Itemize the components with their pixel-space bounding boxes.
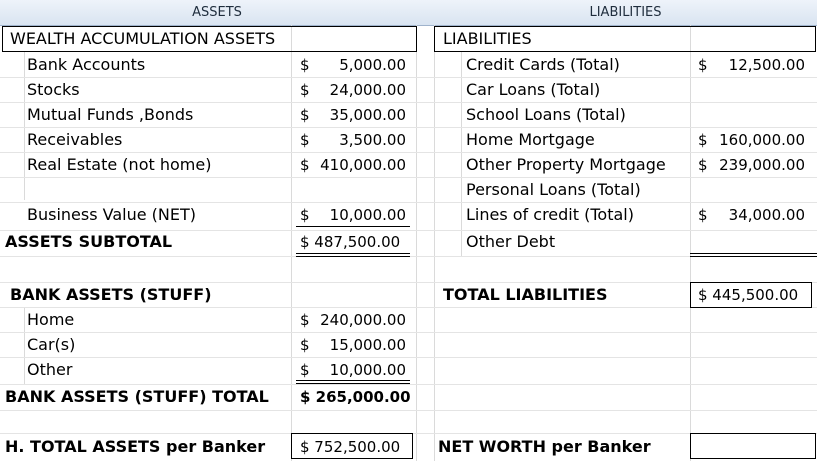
bank-assets-title: BANK ASSETS (STUFF) xyxy=(10,285,212,304)
grid-line xyxy=(0,177,817,178)
grid-line xyxy=(0,410,817,411)
liabilities-section-title: LIABILITIES xyxy=(443,29,532,48)
assets-subtotal-label: ASSETS SUBTOTAL xyxy=(5,232,173,251)
asset-label: Stocks xyxy=(27,80,80,99)
liability-label: School Loans (Total) xyxy=(466,105,626,124)
bank-assets-total-value: $ 265,000.00 xyxy=(300,388,411,406)
currency-symbol: $ xyxy=(698,56,708,74)
grid-line xyxy=(434,25,435,461)
liability-label: Credit Cards (Total) xyxy=(466,55,620,74)
currency-symbol: $ xyxy=(300,206,310,224)
liability-label: Home Mortgage xyxy=(466,130,595,149)
column-header-assets[interactable]: ASSETS xyxy=(0,0,435,26)
currency-symbol: $ xyxy=(300,311,310,329)
asset-amount-value: 24,000.00 xyxy=(329,81,406,99)
liability-amount-value: 160,000.00 xyxy=(719,131,805,149)
liability-label: Other Debt xyxy=(466,232,556,251)
grid-line xyxy=(0,127,817,128)
currency-symbol: $ xyxy=(698,206,708,224)
liability-label: Car Loans (Total) xyxy=(466,80,601,99)
asset-amount-value: 410,000.00 xyxy=(320,156,406,174)
asset-label: Mutual Funds ,Bonds xyxy=(27,105,194,124)
grid-line xyxy=(690,25,691,461)
underline xyxy=(296,226,410,227)
grid-line xyxy=(416,25,417,461)
bank-asset-amount-value: 240,000.00 xyxy=(320,311,406,329)
asset-amount-value: 5,000.00 xyxy=(339,56,406,74)
currency-symbol: $ xyxy=(698,156,708,174)
currency-symbol: $ xyxy=(300,336,310,354)
liability-label: Personal Loans (Total) xyxy=(466,180,641,199)
currency-symbol: $ xyxy=(300,106,310,124)
double-underline xyxy=(296,380,410,384)
grid-line xyxy=(291,25,292,461)
currency-symbol: $ xyxy=(300,131,310,149)
liability-amount-value: 239,000.00 xyxy=(719,156,805,174)
asset-label: Real Estate (not home) xyxy=(27,155,212,174)
bank-assets-total-label: BANK ASSETS (STUFF) TOTAL xyxy=(5,387,269,406)
grid-line xyxy=(24,307,25,384)
net-worth-box[interactable] xyxy=(690,433,816,459)
currency-symbol: $ xyxy=(300,81,310,99)
grid-line xyxy=(461,52,462,257)
grid-line xyxy=(0,357,817,358)
bank-asset-label: Other xyxy=(27,360,73,379)
bank-asset-label: Home xyxy=(27,310,75,329)
bank-asset-label: Car(s) xyxy=(27,335,76,354)
currency-symbol: $ xyxy=(300,56,310,74)
currency-symbol: $ xyxy=(698,131,708,149)
currency-symbol: $ xyxy=(300,156,310,174)
asset-amount-value: 10,000.00 xyxy=(329,206,406,224)
grid-line xyxy=(0,332,817,333)
column-header-liabilities[interactable]: LIABILITIES xyxy=(434,0,817,26)
bank-asset-amount-value: 10,000.00 xyxy=(329,361,406,379)
liability-amount-value: 34,000.00 xyxy=(728,206,805,224)
double-underline xyxy=(296,253,410,257)
assets-subtotal-value: $ 487,500.00 xyxy=(300,233,401,251)
liability-label: Lines of credit (Total) xyxy=(466,205,634,224)
liability-amount-value: 12,500.00 xyxy=(728,56,805,74)
asset-amount-value: 3,500.00 xyxy=(339,131,406,149)
asset-label: Business Value (NET) xyxy=(27,205,196,224)
total-liabilities-label: TOTAL LIABILITIES xyxy=(443,285,608,304)
total-assets-label: H. TOTAL ASSETS per Banker xyxy=(5,437,266,456)
double-underline xyxy=(690,253,817,257)
grid-line xyxy=(0,77,817,78)
net-worth-label: NET WORTH per Banker xyxy=(438,437,651,456)
asset-amount-value: 35,000.00 xyxy=(329,106,406,124)
currency-symbol: $ xyxy=(300,361,310,379)
total-assets-value: $ 752,500.00 xyxy=(300,438,401,456)
bank-asset-amount-value: 15,000.00 xyxy=(329,336,406,354)
liability-label: Other Property Mortgage xyxy=(466,155,666,174)
asset-label: Bank Accounts xyxy=(27,55,146,74)
total-liabilities-value: $ 445,500.00 xyxy=(698,286,799,304)
wealth-section-title: WEALTH ACCUMULATION ASSETS xyxy=(10,29,276,48)
asset-label: Receivables xyxy=(27,130,123,149)
